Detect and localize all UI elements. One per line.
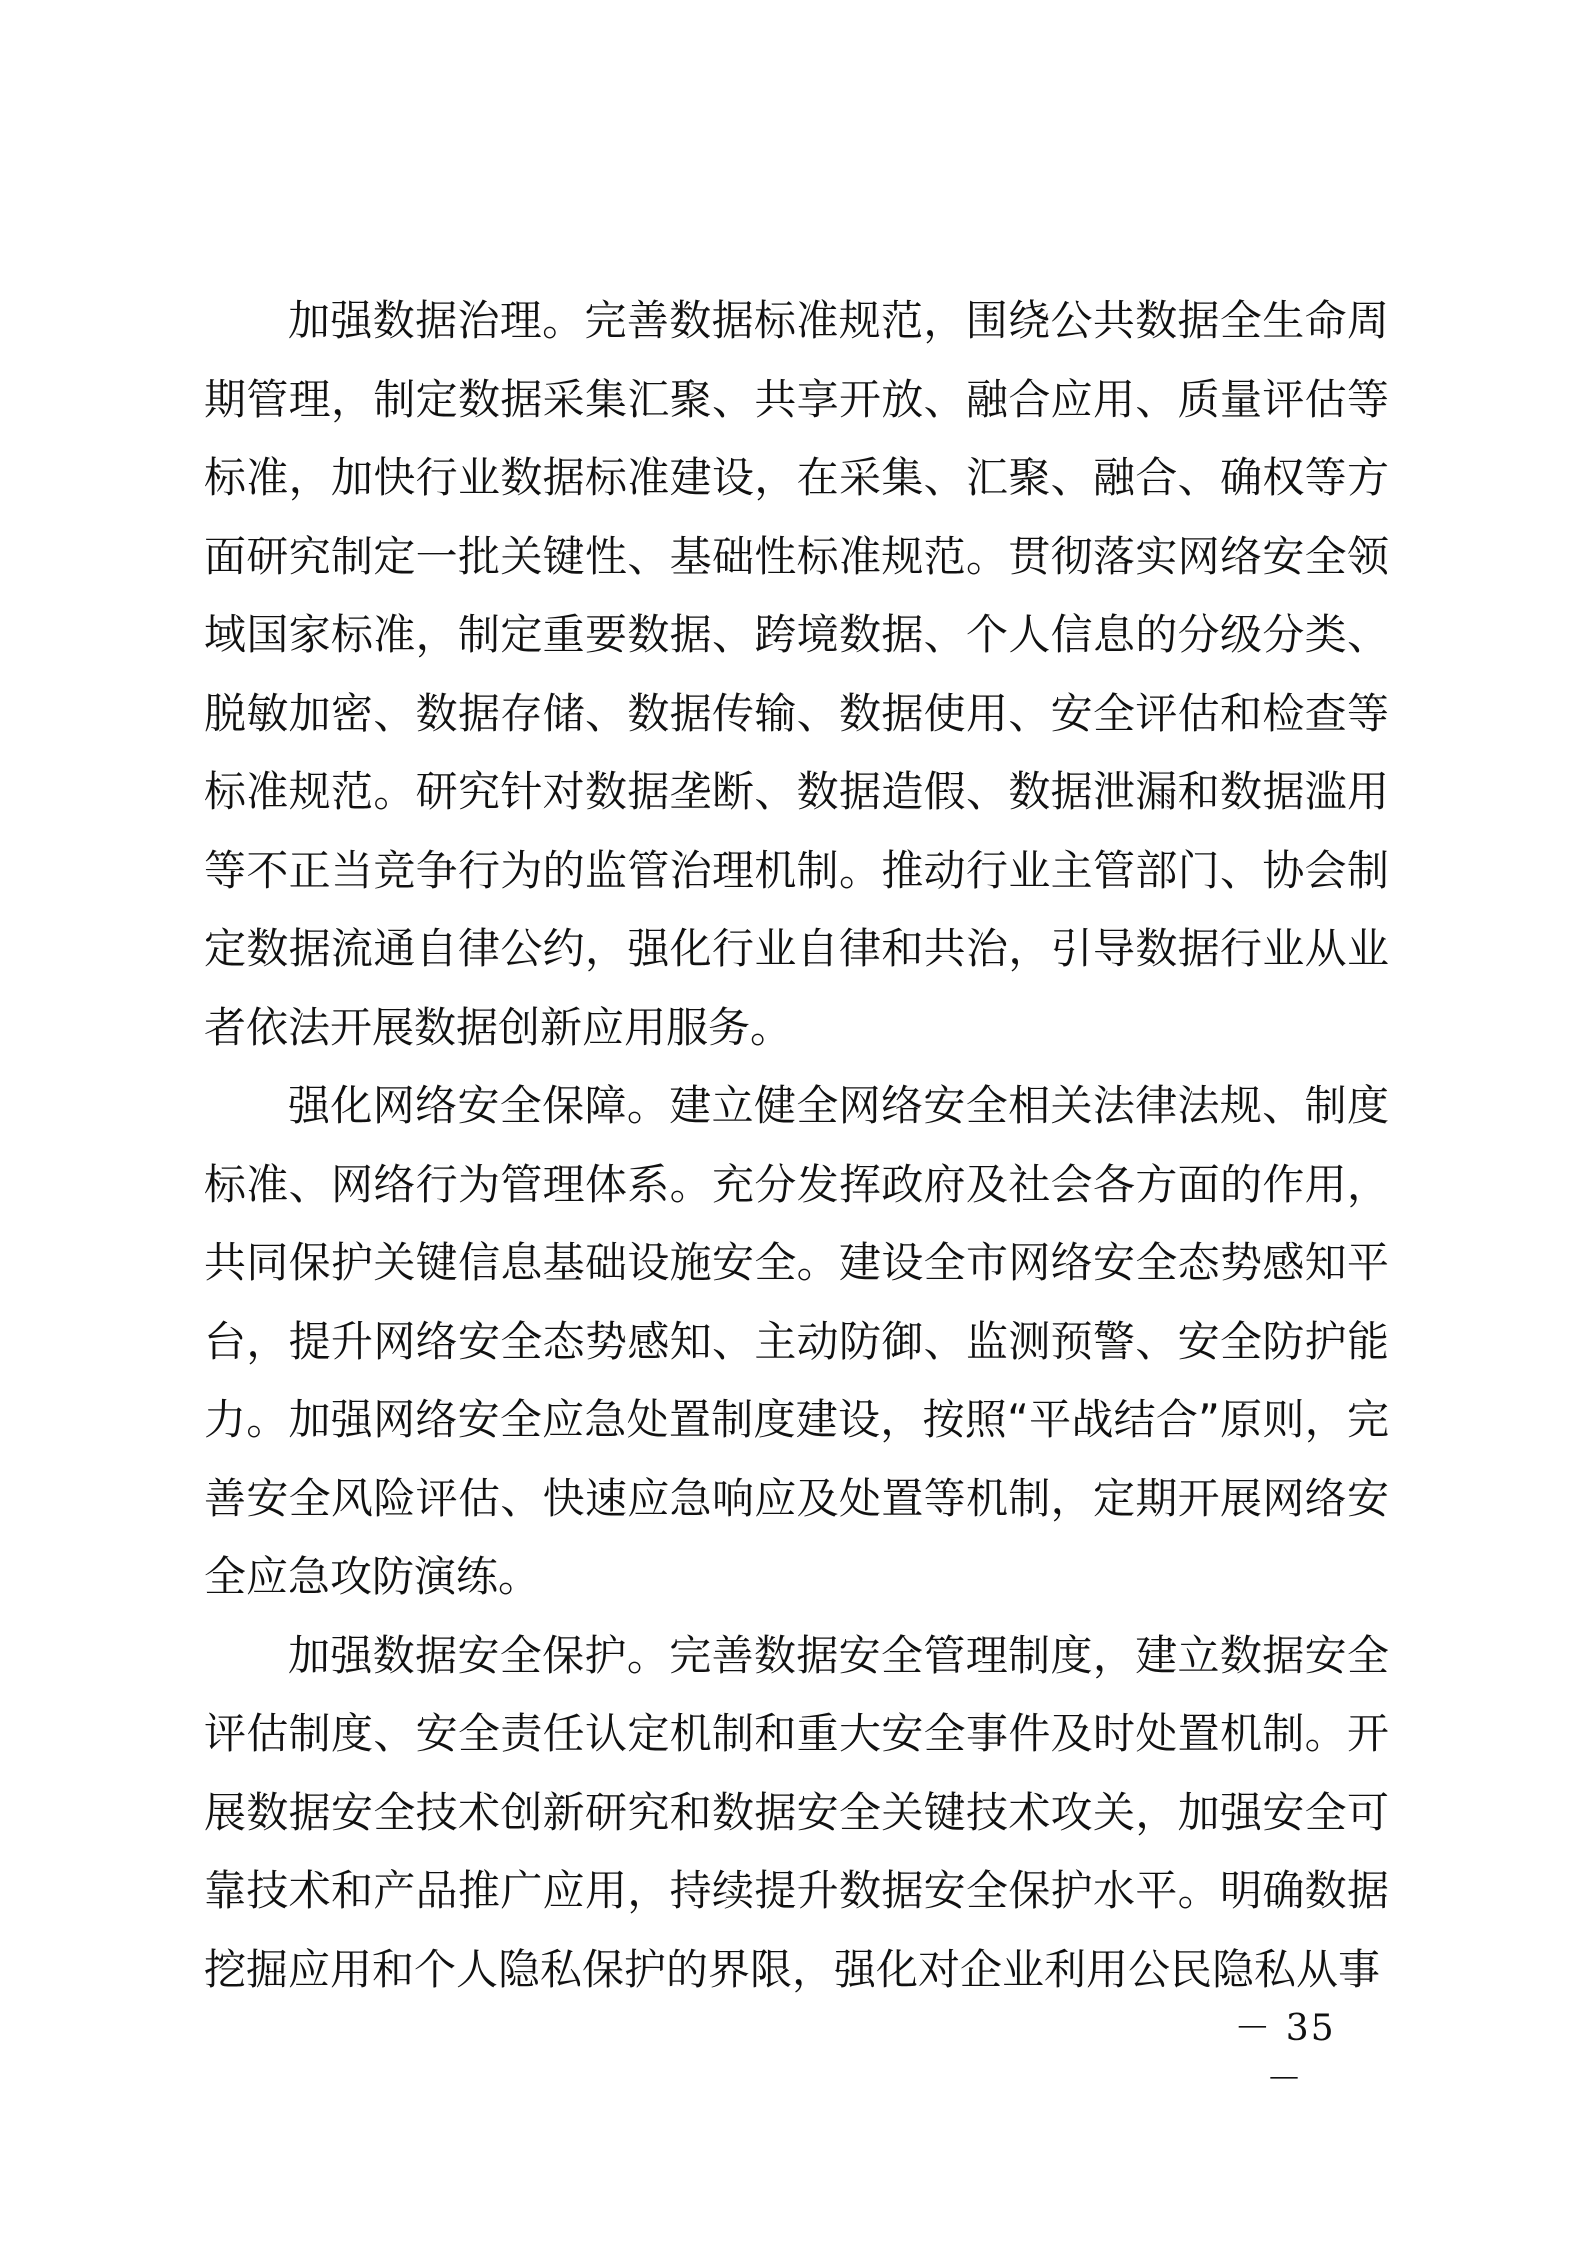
body-text — [204, 282, 1389, 2009]
paragraph-data-security: 加强数据安全保护。完善数据安全管理制度，建立数据安全评估制度、安全责任认定机制和重大安全事件及时处置机制。开展数据安全技术创新研究和数据安全关键技术攻关，加强安全可靠技术和产品推广应用，持续提升数据安全保护水平。明确数据挖掘应用和个人隐私保护的界限，强化对企业利用公民隐私从事 — [204, 1630, 1389, 1994]
paragraph-data-governance: 加强数据治理。完善数据标准规范，围绕公共数据全生命周期管理，制定数据采集汇聚、共享开放、融合应用、质量评估等标准，加快行业数据标准建设，在采集、汇聚、融合、确权等方面研究制定一批关键性、基础性标准规范。贯彻落实网络安全领域国家标准，制定重要数据、跨境数据、个人信息的分级分类、脱敏加密、数据存储、数据传输、数据使用、安全评估和检查等标准规范。研究针对数据垄断、数据造假、数据泄漏和数据滥用等不正当竞争行为的监管治理机制。推动行业主管部门、协会制定数据流通自律公约，强化行业自律和共治，引导数据行业从业者依法开展数据创新应用服务。 — [204, 296, 1389, 1052]
page-number: － 35 － — [1234, 2008, 1336, 2100]
paragraph-network-security: 强化网络安全保障。建立健全网络安全相关法律法规、制度标准、网络行为管理体系。充分发挥政府及社会各方面的作用，共同保护关键信息基础设施安全。建设全市网络安全态势感知平台，提升网络安全态势感知、主动防御、监测预警、安全防护能力。加强网络安全应急处置制度建设，按照“平战结合”原则，完善安全风险评估、快速应急响应及处置等机制，定期开展网络安全应急攻防演练。 — [204, 1081, 1389, 1601]
